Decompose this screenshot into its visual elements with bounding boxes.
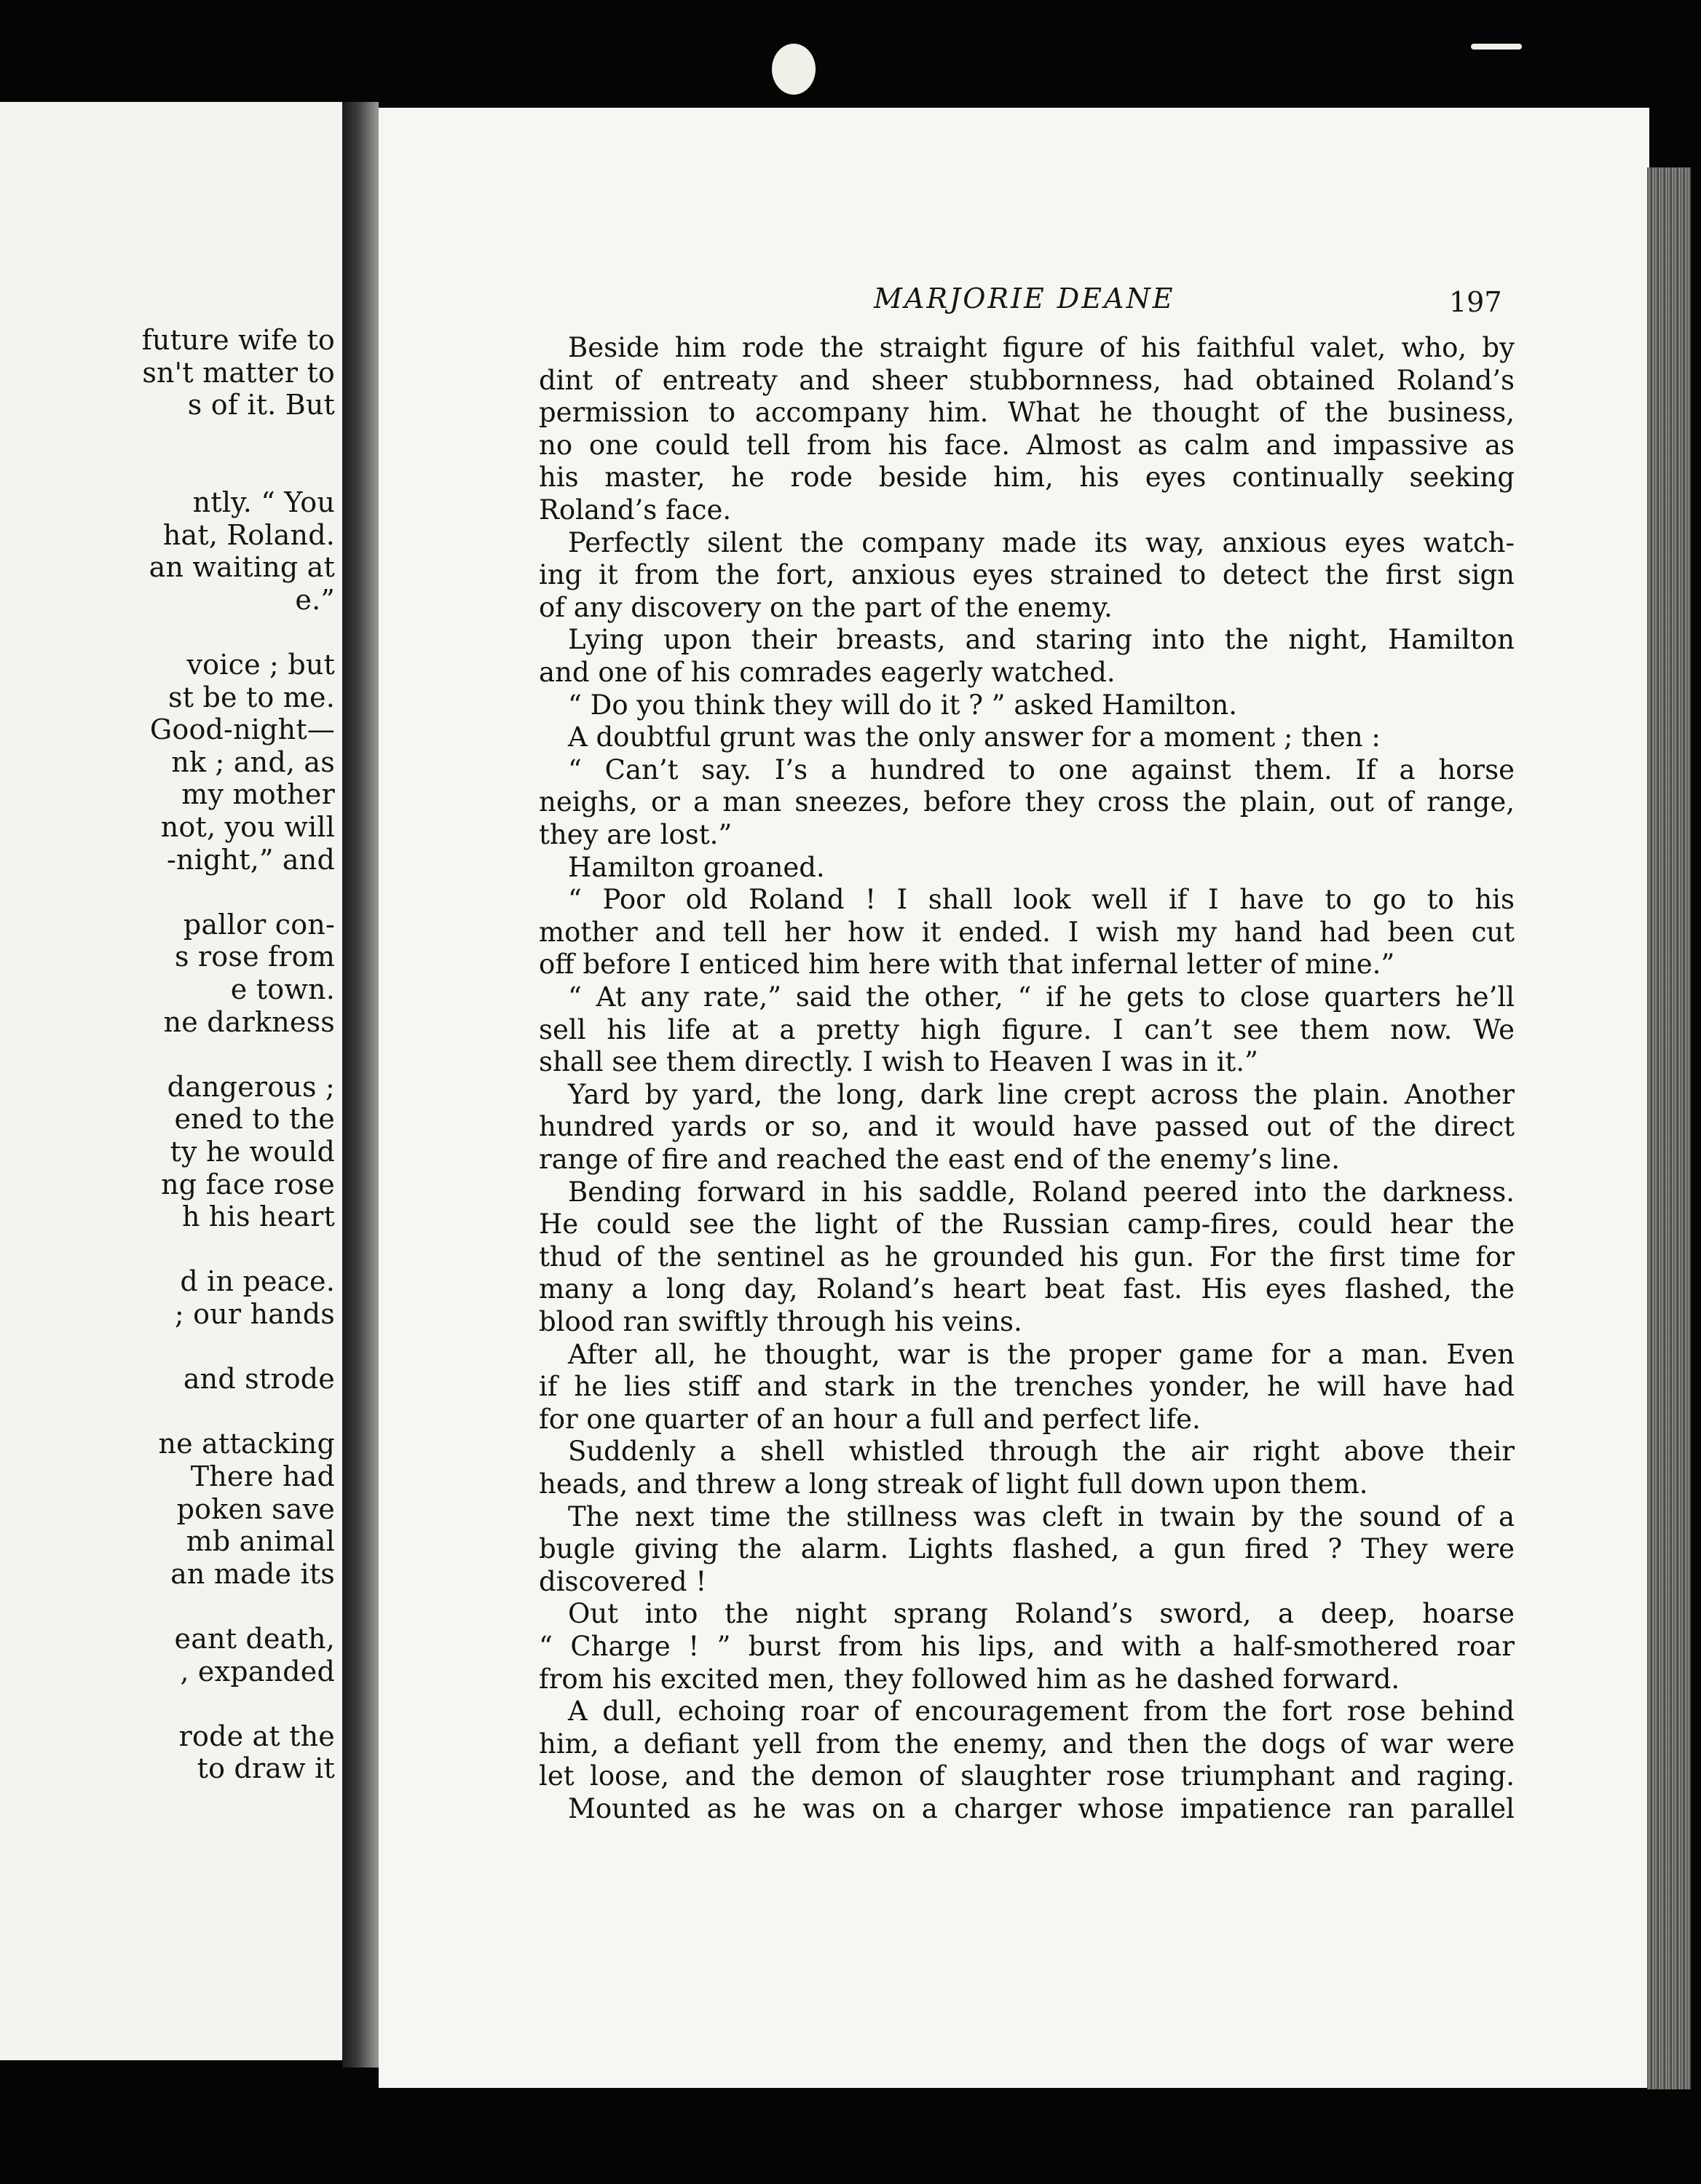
text-line: Bending forward in his saddle, Roland peered into the darkness. [568,1176,1515,1208]
text-line: discovered ! [539,1565,707,1597]
left-page [0,102,347,2060]
text-line: thud of the sentinel as he grounded his gun. For the first time for [539,1241,1515,1273]
text-line: A dull, echoing roar of encouragement from the fort rose behind [568,1696,1515,1728]
text-line: dint of entreaty and sheer stubbornness, had obtained Roland’s [539,364,1515,396]
left-page-line: There had [190,1460,335,1492]
text-line: A doubtful grunt was the only answer for a moment ; then : [568,721,1381,753]
left-page-line: my mother [181,778,335,811]
text-line: hundred yards or so, and it would have passed out of the direct [539,1111,1515,1143]
left-page-line: mb animal [186,1525,335,1558]
page-number: 197 [1449,286,1502,318]
left-page-line: ; our hands [174,1298,335,1330]
text-line: heads, and threw a long streak of light full down upon them. [539,1468,1368,1500]
left-page-line: poken save [176,1492,335,1525]
left-page-line: sn't matter to [142,356,335,389]
text-line: neighs, or a man sneezes, before they cross the plain, out of range, [539,786,1515,818]
page-edges [1647,167,1691,2089]
text-line: “ At any rate,” said the other, “ if he gets to close quarters he’ll [568,981,1515,1013]
text-line: “ Poor old Roland ! I shall look well if I have to go to his [568,884,1515,916]
text-line: mother and tell her how it ended. I wish my hand had been cut [539,916,1515,948]
left-page-line: dangerous ; [167,1070,335,1103]
left-page-line: nk ; and, as [171,745,335,778]
left-page-line: -night,” and [167,843,335,876]
left-page-line: an waiting at [149,551,335,584]
text-line: him, a defiant yell from the enemy, and then the dogs of war were [539,1728,1515,1760]
left-page-line: e town. [230,973,335,1005]
left-page-line: ng face rose [161,1168,335,1200]
left-page-line: s rose from [174,941,335,973]
left-page-line: st be to me. [168,681,335,713]
text-line: sell his life at a pretty high figure. I can’t see them now. We [539,1013,1515,1045]
text-line: Out into the night sprang Roland’s sword, a deep, hoarse [568,1598,1515,1630]
text-line: many a long day, Roland’s heart beat fast. His eyes flashed, the [539,1273,1515,1305]
text-line: off before I enticed him here with that infernal letter of mine.” [539,949,1395,981]
text-line: no one could tell from his face. Almost as calm and impassive as [539,429,1515,461]
left-page-line: future wife to [141,324,335,356]
left-page-line: eant death, [174,1623,335,1655]
text-line: range of fire and reached the east end of the enemy’s line. [539,1144,1341,1175]
left-page-line: pallor con- [183,908,335,941]
left-page-line: s of it. But [187,389,335,422]
paper-speck [1471,44,1522,50]
text-line: bugle giving the alarm. Lights flashed, a gun fired ? They were [539,1533,1515,1565]
paper-speck [772,44,816,95]
left-page-line: ne attacking [158,1428,335,1460]
left-page-line: Good-night— [149,713,335,746]
text-line: Beside him rode the straight figure of his faithful valet, who, by [568,332,1515,363]
text-line: if he lies stiff and stark in the trenches yonder, he will have had [539,1371,1515,1403]
text-line: they are lost.” [539,819,733,850]
left-page-line: hat, Roland. [162,518,335,551]
left-page-line: not, you will [160,811,335,843]
book-gutter [342,102,379,2068]
left-page-line: ty he would [170,1136,335,1168]
text-line: Mounted as he was on a charger whose impatience ran parallel [568,1793,1515,1824]
text-line: Yard by yard, the long, dark line crept across the plain. Another [568,1078,1515,1110]
left-page-line: ened to the [174,1103,335,1136]
left-page-line: an made its [170,1557,335,1590]
left-page-line: voice ; but [186,649,335,681]
text-line: permission to accompany him. What he thought of the business, [539,397,1515,429]
text-line: Lying upon their breasts, and staring into the night, Hamilton [568,624,1515,656]
left-page-line: to draw it [197,1752,335,1785]
text-line: for one quarter of an hour a full and perfect life. [539,1403,1201,1435]
text-line: After all, he thought, war is the proper game for a man. Even [568,1338,1515,1370]
left-page-line: , expanded [180,1655,335,1688]
left-page-line: rode at the [178,1720,335,1752]
text-line: blood ran swiftly through his veins. [539,1306,1022,1337]
text-line: from his excited men, they followed him as he dashed forward. [539,1663,1400,1695]
text-line: Perfectly silent the company made its way, anxious eyes watch- [568,526,1515,558]
left-page-line: d in peace. [180,1265,335,1298]
left-page-line: ne darkness [163,1005,335,1038]
text-line: Hamilton groaned. [568,851,825,883]
text-line: his master, he rode beside him, his eyes continually seeking [539,462,1515,494]
text-line: Suddenly a shell whistled through the air right above their [568,1436,1515,1468]
left-page-line: h his heart [181,1200,335,1233]
left-page-line: and strode [183,1363,335,1396]
text-line: The next time the stillness was cleft in twain by the sound of a [568,1500,1515,1532]
text-line: He could see the light of the Russian camp-fires, could hear the [539,1208,1515,1241]
left-page-line: ntly. “ You [192,486,335,518]
text-line: “ Can’t say. I’s a hundred to one against them. If a horse [568,753,1515,786]
text-line: shall see them directly. I wish to Heaven I was in it.” [539,1046,1258,1078]
left-page-line: e.” [295,583,335,616]
text-line: ing it from the fort, anxious eyes strained to detect the first sign [539,559,1515,591]
text-line: of any discovery on the part of the enemy. [539,591,1113,623]
running-head: MARJORIE DEANE [874,282,1175,314]
text-line: and one of his comrades eagerly watched. [539,657,1116,688]
text-line: “ Do you think they will do it ? ” asked Hamilton. [568,689,1237,721]
text-line: Roland’s face. [539,494,732,526]
text-line: let loose, and the demon of slaughter rose triumphant and raging. [539,1760,1515,1792]
right-page [379,108,1649,2088]
text-line: “ Charge ! ” burst from his lips, and with a half-smothered roar [539,1631,1515,1662]
